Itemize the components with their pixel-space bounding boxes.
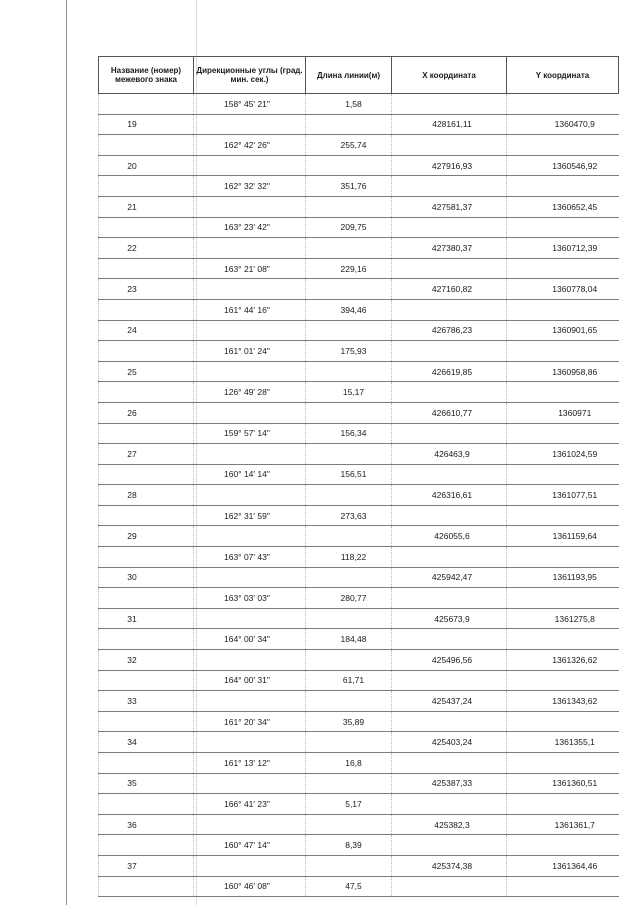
cell-length: 47,5 bbox=[306, 876, 392, 897]
cell-x: 425382,3 bbox=[392, 814, 507, 835]
table-row bbox=[99, 588, 619, 609]
cell-y bbox=[507, 299, 619, 320]
table-row bbox=[99, 196, 619, 217]
cell-x: 425374,38 bbox=[392, 855, 507, 876]
cell-x bbox=[392, 547, 507, 568]
table-row bbox=[99, 855, 619, 876]
cell-angle: 163° 21' 08" bbox=[194, 258, 306, 279]
cell-y bbox=[507, 711, 619, 732]
cell-name: 31 bbox=[99, 608, 194, 629]
cell-name bbox=[99, 753, 194, 774]
cell-name: 27 bbox=[99, 444, 194, 465]
cell-y bbox=[507, 547, 619, 568]
cell-length: 175,93 bbox=[306, 341, 392, 362]
cell-x bbox=[392, 382, 507, 403]
cell-x bbox=[392, 94, 507, 115]
table-row bbox=[99, 361, 619, 382]
cell-length: 229,16 bbox=[306, 258, 392, 279]
cell-name bbox=[99, 670, 194, 691]
cell-y bbox=[507, 94, 619, 115]
cell-x bbox=[392, 711, 507, 732]
boundary-coordinates-table bbox=[98, 56, 619, 897]
cell-name bbox=[99, 94, 194, 115]
cell-angle: 159° 57' 14" bbox=[194, 423, 306, 444]
cell-length: 255,74 bbox=[306, 135, 392, 156]
cell-length: 156,51 bbox=[306, 464, 392, 485]
cell-name bbox=[99, 629, 194, 650]
cell-y bbox=[507, 588, 619, 609]
cell-y bbox=[507, 753, 619, 774]
cell-angle: 162° 31' 59" bbox=[194, 505, 306, 526]
cell-x bbox=[392, 794, 507, 815]
cell-y bbox=[507, 217, 619, 238]
cell-y: 1360470,9 bbox=[507, 114, 619, 135]
cell-angle bbox=[194, 855, 306, 876]
cell-y: 1361364,46 bbox=[507, 855, 619, 876]
cell-name bbox=[99, 876, 194, 897]
cell-name bbox=[99, 176, 194, 197]
table-row bbox=[99, 608, 619, 629]
table-row bbox=[99, 341, 619, 362]
cell-angle: 160° 14' 14" bbox=[194, 464, 306, 485]
cell-angle: 164° 00' 31" bbox=[194, 670, 306, 691]
cell-name bbox=[99, 711, 194, 732]
cell-x bbox=[392, 505, 507, 526]
table-row bbox=[99, 135, 619, 156]
table-header bbox=[99, 57, 619, 94]
cell-angle: 158° 45' 21" bbox=[194, 94, 306, 115]
cell-x bbox=[392, 835, 507, 856]
cell-angle: 161° 44' 16" bbox=[194, 299, 306, 320]
table-row bbox=[99, 320, 619, 341]
cell-x: 425673,9 bbox=[392, 608, 507, 629]
cell-name: 37 bbox=[99, 855, 194, 876]
cell-name: 24 bbox=[99, 320, 194, 341]
table-row bbox=[99, 279, 619, 300]
header-y: Y координата bbox=[507, 57, 619, 94]
table-row bbox=[99, 423, 619, 444]
table-row bbox=[99, 732, 619, 753]
cell-name bbox=[99, 217, 194, 238]
table-row bbox=[99, 155, 619, 176]
cell-y: 1361326,62 bbox=[507, 650, 619, 671]
cell-length: 15,17 bbox=[306, 382, 392, 403]
cell-length: 118,22 bbox=[306, 547, 392, 568]
cell-angle bbox=[194, 402, 306, 423]
cell-y: 1361193,95 bbox=[507, 567, 619, 588]
cell-y bbox=[507, 835, 619, 856]
table-row bbox=[99, 794, 619, 815]
cell-y: 1360958,86 bbox=[507, 361, 619, 382]
cell-y: 1361355,1 bbox=[507, 732, 619, 753]
cell-angle bbox=[194, 320, 306, 341]
cell-y: 1360712,39 bbox=[507, 238, 619, 259]
cell-y bbox=[507, 670, 619, 691]
cell-length bbox=[306, 238, 392, 259]
cell-angle: 161° 13' 12" bbox=[194, 753, 306, 774]
cell-x bbox=[392, 341, 507, 362]
cell-angle bbox=[194, 732, 306, 753]
cell-x: 426786,23 bbox=[392, 320, 507, 341]
table-row bbox=[99, 299, 619, 320]
cell-x bbox=[392, 876, 507, 897]
cell-name bbox=[99, 258, 194, 279]
cell-angle bbox=[194, 238, 306, 259]
cell-x: 427380,37 bbox=[392, 238, 507, 259]
cell-length: 8,39 bbox=[306, 835, 392, 856]
header-x: X координата bbox=[392, 57, 507, 94]
cell-x: 425942,47 bbox=[392, 567, 507, 588]
table-row bbox=[99, 176, 619, 197]
cell-x: 426619,85 bbox=[392, 361, 507, 382]
cell-x: 425403,24 bbox=[392, 732, 507, 753]
cell-length: 156,34 bbox=[306, 423, 392, 444]
cell-length bbox=[306, 814, 392, 835]
table-row bbox=[99, 691, 619, 712]
cell-x bbox=[392, 299, 507, 320]
table-row bbox=[99, 835, 619, 856]
cell-name: 33 bbox=[99, 691, 194, 712]
table-row bbox=[99, 464, 619, 485]
cell-length bbox=[306, 650, 392, 671]
header-length: Длина линии(м) bbox=[306, 57, 392, 94]
table-row bbox=[99, 814, 619, 835]
cell-name: 30 bbox=[99, 567, 194, 588]
cell-length: 16,8 bbox=[306, 753, 392, 774]
cell-name: 36 bbox=[99, 814, 194, 835]
cell-x bbox=[392, 217, 507, 238]
cell-angle bbox=[194, 773, 306, 794]
table-row bbox=[99, 526, 619, 547]
cell-y: 1361077,51 bbox=[507, 485, 619, 506]
cell-length bbox=[306, 485, 392, 506]
cell-x bbox=[392, 629, 507, 650]
table-row bbox=[99, 114, 619, 135]
table-row bbox=[99, 629, 619, 650]
cell-length: 280,77 bbox=[306, 588, 392, 609]
cell-y bbox=[507, 135, 619, 156]
cell-length: 5,17 bbox=[306, 794, 392, 815]
cell-y: 1361343,62 bbox=[507, 691, 619, 712]
cell-name bbox=[99, 505, 194, 526]
cell-angle bbox=[194, 196, 306, 217]
cell-x: 427160,82 bbox=[392, 279, 507, 300]
cell-angle bbox=[194, 567, 306, 588]
cell-y bbox=[507, 423, 619, 444]
cell-y: 1360971 bbox=[507, 402, 619, 423]
cell-angle: 160° 46' 08" bbox=[194, 876, 306, 897]
cell-length bbox=[306, 114, 392, 135]
cell-length bbox=[306, 608, 392, 629]
table-row bbox=[99, 238, 619, 259]
cell-x: 426463,9 bbox=[392, 444, 507, 465]
cell-y bbox=[507, 341, 619, 362]
cell-angle: 161° 20' 34" bbox=[194, 711, 306, 732]
table-row bbox=[99, 505, 619, 526]
cell-y: 1360901,65 bbox=[507, 320, 619, 341]
cell-angle: 160° 47' 14" bbox=[194, 835, 306, 856]
cell-x bbox=[392, 176, 507, 197]
cell-length bbox=[306, 155, 392, 176]
cell-y: 1361024,59 bbox=[507, 444, 619, 465]
cell-name: 20 bbox=[99, 155, 194, 176]
table-row bbox=[99, 773, 619, 794]
cell-angle: 163° 23' 42" bbox=[194, 217, 306, 238]
cell-length bbox=[306, 279, 392, 300]
cell-length bbox=[306, 526, 392, 547]
cell-length bbox=[306, 773, 392, 794]
table-row bbox=[99, 382, 619, 403]
cell-x bbox=[392, 464, 507, 485]
cell-angle bbox=[194, 814, 306, 835]
cell-length bbox=[306, 196, 392, 217]
cell-angle bbox=[194, 691, 306, 712]
cell-y: 1360652,45 bbox=[507, 196, 619, 217]
cell-length bbox=[306, 732, 392, 753]
cell-name: 25 bbox=[99, 361, 194, 382]
cell-angle bbox=[194, 114, 306, 135]
table-row bbox=[99, 258, 619, 279]
cell-y: 1360546,92 bbox=[507, 155, 619, 176]
table-row bbox=[99, 753, 619, 774]
cell-name bbox=[99, 423, 194, 444]
cell-x: 426316,61 bbox=[392, 485, 507, 506]
cell-name: 28 bbox=[99, 485, 194, 506]
table-row bbox=[99, 402, 619, 423]
table-row bbox=[99, 567, 619, 588]
cell-x bbox=[392, 753, 507, 774]
cell-length: 61,71 bbox=[306, 670, 392, 691]
cell-x: 426055,6 bbox=[392, 526, 507, 547]
cell-name bbox=[99, 547, 194, 568]
cell-y: 1361275,8 bbox=[507, 608, 619, 629]
cell-name: 26 bbox=[99, 402, 194, 423]
cell-name: 35 bbox=[99, 773, 194, 794]
cell-y bbox=[507, 258, 619, 279]
cell-angle: 162° 42' 26" bbox=[194, 135, 306, 156]
cell-y: 1361159,64 bbox=[507, 526, 619, 547]
table-row bbox=[99, 547, 619, 568]
cell-length bbox=[306, 691, 392, 712]
cell-x bbox=[392, 258, 507, 279]
table-row bbox=[99, 670, 619, 691]
header-name: Название (номер) межевого знака bbox=[99, 57, 194, 94]
cell-angle bbox=[194, 608, 306, 629]
cell-name: 22 bbox=[99, 238, 194, 259]
cell-length: 273,63 bbox=[306, 505, 392, 526]
cell-angle bbox=[194, 279, 306, 300]
cell-name bbox=[99, 135, 194, 156]
cell-angle: 164° 00' 34" bbox=[194, 629, 306, 650]
cell-name bbox=[99, 794, 194, 815]
cell-name bbox=[99, 382, 194, 403]
cell-length: 184,48 bbox=[306, 629, 392, 650]
cell-angle: 161° 01' 24" bbox=[194, 341, 306, 362]
cell-angle: 126° 49' 28" bbox=[194, 382, 306, 403]
cell-angle bbox=[194, 485, 306, 506]
cell-name bbox=[99, 835, 194, 856]
cell-length bbox=[306, 855, 392, 876]
cell-length bbox=[306, 320, 392, 341]
cell-length bbox=[306, 567, 392, 588]
cell-y bbox=[507, 794, 619, 815]
cell-length bbox=[306, 444, 392, 465]
cell-length: 394,46 bbox=[306, 299, 392, 320]
cell-length: 35,89 bbox=[306, 711, 392, 732]
cell-name bbox=[99, 464, 194, 485]
table-row bbox=[99, 217, 619, 238]
cell-length: 1,58 bbox=[306, 94, 392, 115]
cell-name: 29 bbox=[99, 526, 194, 547]
cell-name: 21 bbox=[99, 196, 194, 217]
cell-name bbox=[99, 588, 194, 609]
cell-x: 428161,11 bbox=[392, 114, 507, 135]
cell-y bbox=[507, 876, 619, 897]
cell-y: 1361361,7 bbox=[507, 814, 619, 835]
scan-edge-line bbox=[66, 0, 67, 905]
table-row bbox=[99, 94, 619, 115]
cell-y: 1361360,51 bbox=[507, 773, 619, 794]
cell-x bbox=[392, 423, 507, 444]
cell-length bbox=[306, 361, 392, 382]
cell-angle bbox=[194, 361, 306, 382]
table-row bbox=[99, 650, 619, 671]
cell-name: 32 bbox=[99, 650, 194, 671]
cell-name bbox=[99, 341, 194, 362]
header-angle: Дирекционные углы (град. мин. сек.) bbox=[194, 57, 306, 94]
cell-length: 209,75 bbox=[306, 217, 392, 238]
cell-length: 351,76 bbox=[306, 176, 392, 197]
table-row bbox=[99, 876, 619, 897]
cell-x: 425437,24 bbox=[392, 691, 507, 712]
cell-y bbox=[507, 505, 619, 526]
cell-angle bbox=[194, 526, 306, 547]
cell-angle: 163° 03' 03" bbox=[194, 588, 306, 609]
cell-name bbox=[99, 299, 194, 320]
cell-x bbox=[392, 670, 507, 691]
cell-angle bbox=[194, 650, 306, 671]
cell-angle: 162° 32' 32" bbox=[194, 176, 306, 197]
cell-x bbox=[392, 135, 507, 156]
cell-y: 1360778,04 bbox=[507, 279, 619, 300]
cell-y bbox=[507, 629, 619, 650]
cell-x: 425387,33 bbox=[392, 773, 507, 794]
cell-x: 427581,37 bbox=[392, 196, 507, 217]
table-row bbox=[99, 444, 619, 465]
cell-length bbox=[306, 402, 392, 423]
cell-x: 427916,93 bbox=[392, 155, 507, 176]
cell-name: 19 bbox=[99, 114, 194, 135]
table-row bbox=[99, 485, 619, 506]
cell-angle bbox=[194, 444, 306, 465]
cell-x bbox=[392, 588, 507, 609]
cell-name: 23 bbox=[99, 279, 194, 300]
cell-angle bbox=[194, 155, 306, 176]
cell-name: 34 bbox=[99, 732, 194, 753]
cell-angle: 166° 41' 23" bbox=[194, 794, 306, 815]
cell-y bbox=[507, 176, 619, 197]
cell-x: 425496,56 bbox=[392, 650, 507, 671]
cell-y bbox=[507, 464, 619, 485]
table-body bbox=[99, 94, 619, 897]
cell-y bbox=[507, 382, 619, 403]
cell-x: 426610,77 bbox=[392, 402, 507, 423]
table-row bbox=[99, 711, 619, 732]
cell-angle: 163° 07' 43" bbox=[194, 547, 306, 568]
